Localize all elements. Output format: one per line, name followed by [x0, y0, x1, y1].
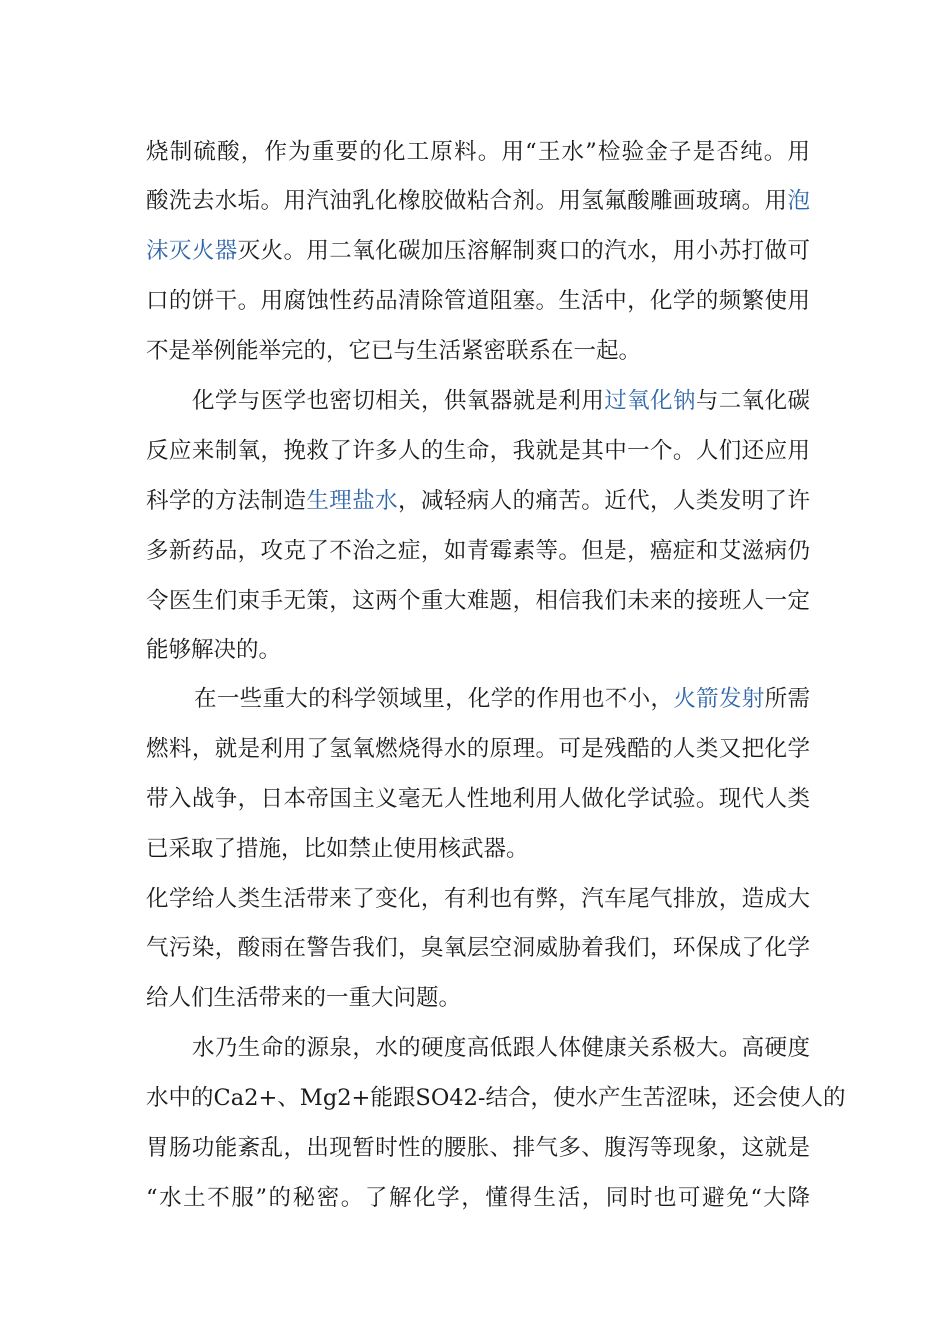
text-span: 燃料，就是利用了氢氧燃烧得水的原理。可是残酷的人类又把化学 [146, 736, 810, 762]
hyperlink-rocket-launch[interactable]: 火箭发射 [673, 686, 765, 712]
text-line [192, 1031, 810, 1065]
hyperlink-foam-extinguisher[interactable]: 沫灭火器 [146, 238, 238, 264]
text-line [146, 732, 810, 766]
text-span: 反应来制氧，挽救了许多人的生命，我就是其中一个。人们还应用 [146, 438, 810, 464]
text-line [146, 981, 810, 1015]
text-span: 给人们生活带来的一重大问题。 [146, 985, 462, 1011]
text-span: 在一些重大的科学领域里，化学的作用也不小， [194, 686, 674, 712]
text-span: 水乃生命的源泉，水的硬度高低跟人体健康关系极大。高硬度 [192, 1035, 810, 1061]
text-span: 烧制硫酸，作为重要的化工原料。用“王水”检验金子是否纯。用 [146, 139, 810, 165]
text-line [146, 534, 810, 568]
text-line [146, 1081, 846, 1115]
text-span: 酸洗去水垢。用汽油乳化橡胶做粘合剂。用氢氟酸雕画玻璃。用 [146, 188, 788, 214]
text-line [146, 882, 810, 916]
text-line [146, 334, 810, 368]
text-line [146, 782, 810, 816]
hyperlink-foam-extinguisher-part1[interactable]: 泡 [787, 188, 810, 214]
text-line [146, 1181, 810, 1215]
text-line [146, 135, 810, 169]
text-span: 口的饼干。用腐蚀性药品清除管道阻塞。生活中，化学的频繁使用 [146, 288, 810, 314]
text-line [192, 384, 810, 418]
text-span: 令医生们束手无策，这两个重大难题，相信我们未来的接班人一定 [146, 588, 810, 614]
text-span: 气污染，酸雨在警告我们，臭氧层空洞威胁着我们，环保成了化学 [146, 935, 810, 961]
text-span: 所需 [764, 686, 810, 712]
text-line [146, 284, 810, 318]
text-line [146, 584, 810, 618]
text-line [146, 484, 810, 518]
text-span: 不是举例能举完的，它已与生活紧密联系在一起。 [146, 338, 642, 364]
text-line [194, 682, 810, 716]
text-span: 胃肠功能紊乱，出现暂时性的腰胀、排气多、腹泻等现象，这就是 [146, 1135, 810, 1161]
text-span: 水中的Ca2+、Mg2+能跟SO42-结合，使水产生苦涩味，还会使人的 [146, 1085, 846, 1111]
text-line [146, 931, 810, 965]
text-span: 化学给人类生活带来了变化，有利也有弊，汽车尾气排放，造成大 [146, 886, 810, 912]
text-line [146, 1131, 810, 1165]
text-span: 化学与医学也密切相关，供氧器就是利用 [192, 388, 605, 414]
text-span: 科学的方法制造 [146, 488, 307, 514]
text-span: 与二氧化碳 [695, 388, 810, 414]
text-span: 能够解决的。 [146, 637, 282, 663]
hyperlink-sodium-peroxide[interactable]: 过氧化钠 [604, 388, 696, 414]
text-line [146, 434, 810, 468]
text-line [146, 234, 810, 268]
text-line [146, 832, 810, 866]
text-span: 已采取了措施，比如禁止使用核武器。 [146, 836, 529, 862]
text-line [146, 184, 810, 218]
text-span: 灭火。用二氧化碳加压溶解制爽口的汽水，用小苏打做可 [237, 238, 810, 264]
hyperlink-saline[interactable]: 生理盐水 [306, 488, 399, 514]
text-line [146, 633, 810, 667]
text-span: ，减轻病人的痛苦。近代，人类发明了许 [398, 488, 810, 514]
text-span: “水土不服”的秘密。了解化学，懂得生活，同时也可避免“大降 [146, 1185, 810, 1211]
text-span: 多新药品，攻克了不治之症，如青霉素等。但是，癌症和艾滋病仍 [146, 538, 810, 564]
text-span: 带入战争，日本帝国主义毫无人性地利用人做化学试验。现代人类 [146, 786, 810, 812]
